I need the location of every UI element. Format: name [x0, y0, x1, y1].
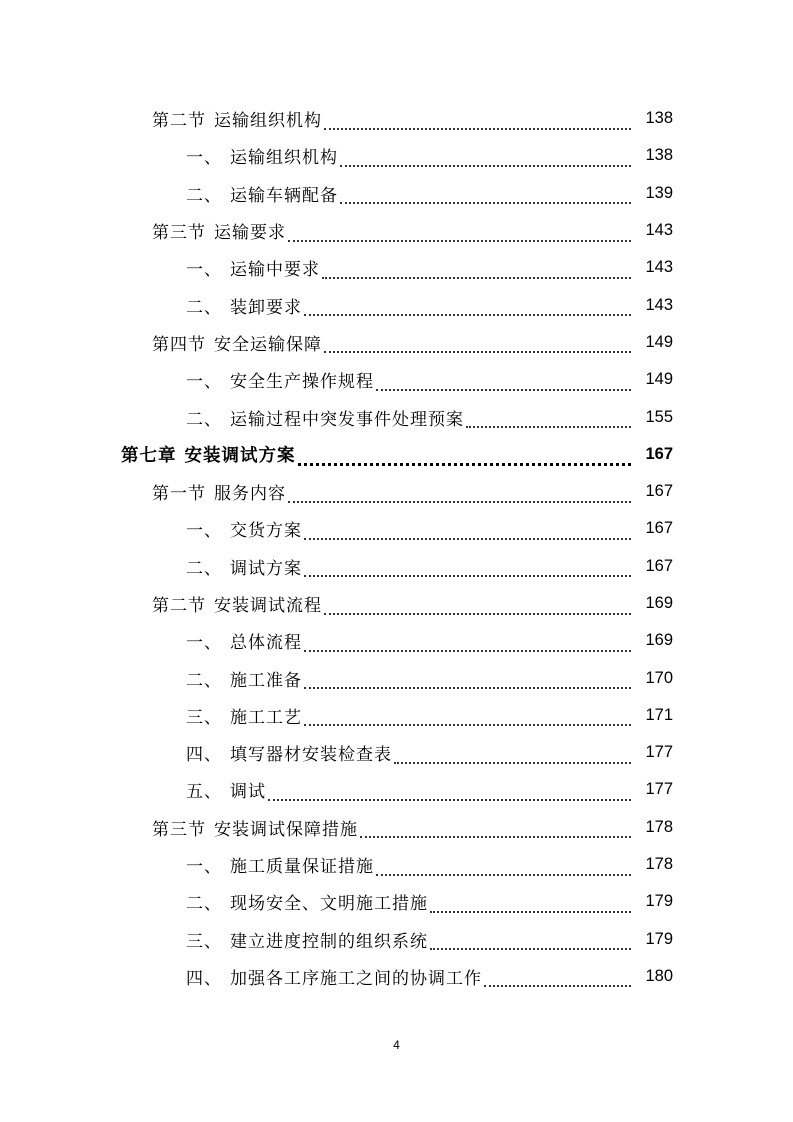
dot-leader — [466, 410, 631, 428]
toc-entry-label — [152, 479, 286, 504]
toc-entry-title: 调试方案 — [230, 558, 302, 579]
toc-entry-page: 169 — [645, 631, 673, 650]
dot-leader — [430, 932, 631, 950]
toc-entry-title: 安装调试流程 — [214, 596, 322, 616]
toc-entry-prefix: 三、 — [186, 707, 222, 728]
toc-entry-item[interactable] — [0, 249, 793, 286]
toc-entry-title: 运输组织机构 — [230, 148, 338, 169]
toc-entry-item[interactable] — [0, 883, 793, 920]
toc-entry-title: 运输要求 — [214, 223, 286, 244]
toc-entry-item[interactable] — [0, 510, 793, 547]
toc-entry-page: 143 — [645, 221, 673, 240]
toc-entry-page: 177 — [645, 780, 673, 799]
toc-entry-label — [152, 591, 322, 616]
toc-entry-item[interactable] — [0, 958, 793, 995]
dot-leader — [288, 224, 631, 242]
toc-entry-page: 167 — [645, 519, 673, 538]
toc-entry-prefix: 第二节 — [152, 111, 206, 132]
toc-entry-prefix: 第二节 — [152, 596, 206, 616]
toc-entry-item[interactable] — [0, 548, 793, 585]
toc-entry-page: 177 — [645, 743, 673, 762]
dot-leader — [484, 969, 631, 987]
toc-entry-page: 179 — [645, 892, 673, 911]
dot-leader — [288, 485, 631, 503]
toc-entry-label — [186, 554, 302, 579]
toc-entry-page: 143 — [645, 258, 673, 277]
toc-entry-title: 运输中要求 — [230, 260, 320, 281]
toc-entry-label — [186, 703, 302, 728]
toc-entry-item[interactable] — [0, 286, 793, 323]
toc-entry-prefix: 一、 — [186, 633, 222, 654]
toc-entry-title: 建立进度控制的组织系统 — [230, 931, 428, 952]
toc-entry-page: 178 — [645, 817, 673, 836]
toc-entry-prefix: 一、 — [186, 260, 222, 281]
toc-entry-prefix: 一、 — [186, 521, 222, 542]
toc-entry-prefix: 二、 — [186, 670, 222, 691]
toc-entry-item[interactable] — [0, 771, 793, 808]
toc-entry-label — [186, 964, 482, 989]
toc-entry-label — [186, 927, 428, 952]
toc-entry-page: 138 — [645, 146, 673, 165]
toc-entry-prefix: 二、 — [186, 185, 222, 206]
toc-entry-page: 179 — [645, 929, 673, 948]
toc-entry-label — [152, 815, 358, 840]
toc-entry-prefix: 第七章 — [121, 445, 177, 466]
toc-entry-item[interactable] — [0, 697, 793, 734]
toc-entry-label — [186, 143, 338, 168]
toc-entry-label — [186, 405, 464, 430]
toc-entry-title: 总体流程 — [230, 633, 302, 654]
toc-entry-prefix: 四、 — [186, 745, 222, 766]
toc-entry-title: 运输过程中突发事件处理预案 — [230, 409, 464, 430]
dot-leader — [376, 373, 631, 391]
toc-entry-title: 安装调试保障措施 — [214, 819, 358, 840]
toc-entry-label — [186, 181, 338, 206]
toc-entry-prefix: 五、 — [186, 782, 222, 803]
toc-entry-prefix: 一、 — [186, 148, 222, 169]
dot-leader — [324, 112, 631, 130]
toc-entry-prefix: 二、 — [186, 894, 222, 915]
toc-entry-item[interactable] — [0, 398, 793, 435]
toc-entry-title: 施工质量保证措施 — [230, 857, 374, 878]
toc-entry-prefix: 第三节 — [152, 819, 206, 840]
toc-entry-prefix: 二、 — [186, 558, 222, 579]
toc-entry-prefix: 三、 — [186, 931, 222, 952]
toc-entry-label — [186, 367, 374, 392]
toc-entry-item[interactable] — [0, 361, 793, 398]
toc-entry-title: 调试 — [230, 782, 266, 803]
toc-entry-label — [186, 740, 392, 765]
dot-leader — [340, 186, 631, 204]
toc-entry-page: 171 — [645, 705, 673, 724]
toc-entry-item[interactable] — [0, 175, 793, 212]
toc-entry-page: 138 — [645, 109, 673, 128]
toc-entry-title: 施工工艺 — [230, 707, 302, 728]
toc-entry-title: 施工准备 — [230, 670, 302, 691]
toc-entry-section[interactable] — [0, 473, 793, 510]
toc-entry-section[interactable] — [0, 212, 793, 249]
toc-entry-section[interactable] — [0, 100, 793, 137]
toc-entry-item[interactable] — [0, 659, 793, 696]
table-of-contents — [0, 100, 793, 995]
dot-leader — [376, 858, 631, 876]
toc-entry-page: 149 — [645, 332, 673, 351]
dot-leader — [394, 746, 631, 764]
toc-entry-item[interactable] — [0, 734, 793, 771]
toc-entry-page: 139 — [645, 183, 673, 202]
toc-entry-prefix: 第四节 — [152, 334, 206, 355]
toc-entry-title: 运输车辆配备 — [230, 185, 338, 206]
toc-entry-title: 加强各工序施工之间的协调工作 — [230, 968, 482, 989]
toc-entry-page: 167 — [645, 444, 673, 463]
dot-leader — [360, 820, 631, 838]
toc-entry-title: 运输组织机构 — [214, 111, 322, 132]
toc-entry-chapter[interactable] — [0, 436, 793, 473]
toc-entry-title: 现场安全、文明施工措施 — [230, 894, 428, 915]
toc-entry-page: 178 — [645, 855, 673, 874]
toc-entry-item[interactable] — [0, 921, 793, 958]
toc-entry-label — [186, 777, 266, 802]
toc-entry-page: 170 — [645, 668, 673, 687]
dot-leader — [340, 149, 631, 167]
toc-entry-prefix: 一、 — [186, 372, 222, 393]
toc-entry-page: 155 — [645, 407, 673, 426]
toc-entry-title: 装卸要求 — [230, 297, 302, 318]
toc-entry-page: 180 — [645, 966, 673, 985]
toc-entry-prefix: 第三节 — [152, 223, 206, 244]
toc-entry-page: 143 — [645, 295, 673, 314]
toc-entry-label — [186, 293, 302, 318]
toc-entry-page: 167 — [645, 482, 673, 501]
toc-entry-label — [186, 666, 302, 691]
dot-leader — [268, 783, 631, 801]
toc-entry-label — [186, 516, 302, 541]
dot-leader — [304, 671, 631, 689]
toc-entry-label — [186, 255, 320, 280]
toc-entry-title: 安装调试方案 — [184, 445, 296, 466]
dot-leader — [304, 708, 631, 726]
dot-leader — [298, 447, 632, 466]
toc-entry-prefix: 第一节 — [152, 484, 206, 505]
toc-entry-title: 服务内容 — [214, 484, 286, 505]
toc-entry-label — [152, 106, 322, 131]
toc-entry-item[interactable] — [0, 846, 793, 883]
toc-entry-item[interactable] — [0, 622, 793, 659]
toc-entry-prefix: 二、 — [186, 409, 222, 430]
dot-leader — [304, 298, 631, 316]
dot-leader — [430, 895, 631, 913]
toc-entry-label — [152, 330, 322, 355]
toc-entry-label — [186, 628, 302, 653]
toc-entry-page: 149 — [645, 370, 673, 389]
dot-leader — [304, 634, 631, 652]
dot-leader — [324, 335, 631, 353]
dot-leader — [304, 522, 631, 540]
dot-leader — [304, 559, 631, 577]
toc-entry-label — [186, 889, 428, 914]
toc-entry-section[interactable] — [0, 324, 793, 361]
dot-leader — [324, 597, 631, 615]
toc-entry-title: 安全生产操作规程 — [230, 372, 374, 393]
toc-entry-section[interactable] — [0, 585, 793, 622]
toc-entry-page: 169 — [645, 594, 673, 612]
toc-entry-title: 交货方案 — [230, 521, 302, 542]
toc-entry-prefix: 二、 — [186, 297, 222, 318]
toc-entry-prefix: 四、 — [186, 968, 222, 989]
toc-entry-prefix: 一、 — [186, 857, 222, 878]
toc-entry-item[interactable] — [0, 137, 793, 174]
toc-entry-label — [121, 442, 296, 467]
toc-entry-title: 填写器材安装检查表 — [230, 745, 392, 766]
toc-entry-page: 167 — [645, 556, 673, 575]
dot-leader — [322, 261, 631, 279]
toc-entry-label — [152, 218, 286, 243]
page-number: 4 — [393, 1038, 400, 1052]
toc-entry-section[interactable] — [0, 809, 793, 846]
toc-entry-title: 安全运输保障 — [214, 334, 322, 355]
toc-entry-label — [186, 852, 374, 877]
